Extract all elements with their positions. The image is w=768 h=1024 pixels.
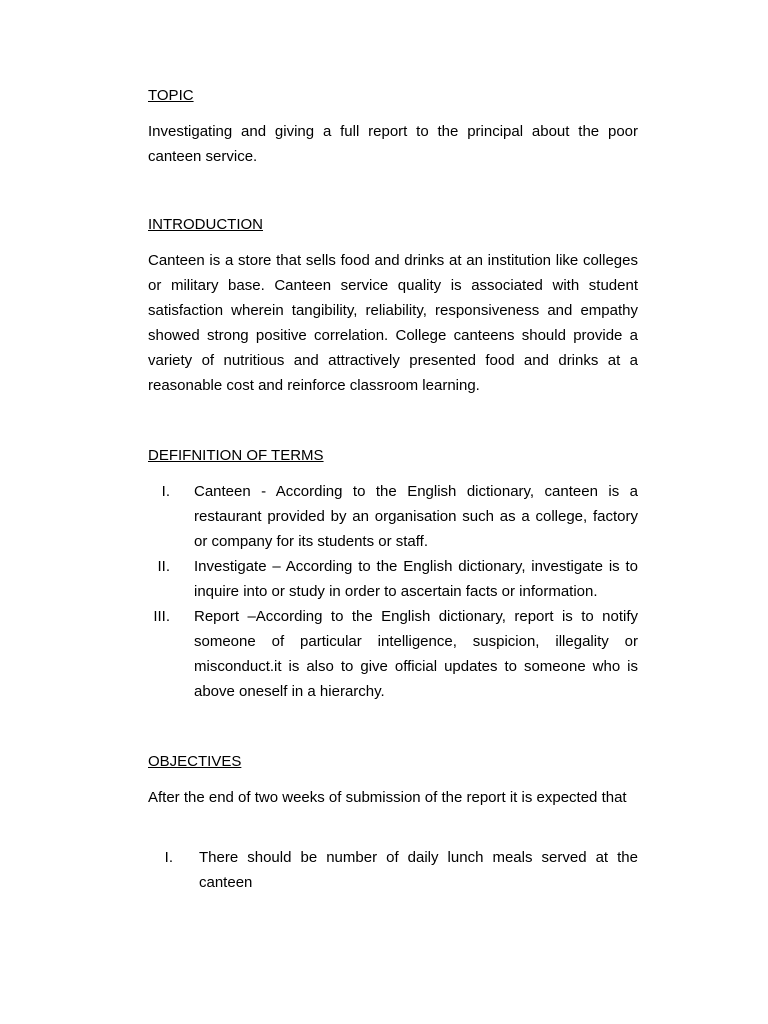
definition-item-report bbox=[148, 604, 638, 704]
list-number: I. bbox=[161, 483, 170, 500]
list-number: III. bbox=[153, 608, 170, 625]
definition-item-canteen bbox=[148, 479, 638, 554]
list-number: II. bbox=[157, 558, 170, 575]
introduction-block bbox=[148, 248, 638, 398]
list-number: I. bbox=[164, 849, 173, 866]
definitions-heading: DEFIFNITION OF TERMS bbox=[148, 447, 324, 464]
objectives-list bbox=[148, 845, 638, 895]
topic-text: Investigating and giving a full report to the principal about the poor canteen service. bbox=[148, 123, 638, 165]
definition-item-investigate bbox=[148, 554, 638, 604]
definition-text: Investigate – According to the English dictionary, investigate is to inquire into or study in order to ascertain facts or information. bbox=[194, 558, 638, 600]
objectives-text: After the end of two weeks of submission of the report it is expected that bbox=[148, 789, 627, 806]
objective-text: There should be number of daily lunch meals served at the canteen bbox=[199, 849, 638, 891]
introduction-text: Canteen is a store that sells food and drinks at an institution like colleges or military base. Canteen service quality is associated with student satisfaction wherein tangibility, reliability, responsiveness and empathy showed strong positive correlation. College canteens should provide a variety of nutritious and attractively presented food and drinks at a reasonable cost and reinforce classroom learning. bbox=[148, 252, 638, 394]
objectives-heading: OBJECTIVES bbox=[148, 753, 242, 770]
definition-text: Report –According to the English dictionary, report is to notify someone of particular intelligence, suspicion, illegality or misconduct.it is also to give official updates to someone who is above oneself in a hierarchy. bbox=[194, 608, 638, 700]
definitions-list bbox=[148, 479, 638, 704]
definition-text: Canteen - According to the English dictionary, canteen is a restaurant provided by an organisation such as a college, factory or company for its students or staff. bbox=[194, 483, 638, 550]
objective-item bbox=[148, 845, 638, 895]
topic-heading: TOPIC bbox=[148, 87, 194, 104]
topic-block bbox=[148, 119, 638, 169]
objectives-block bbox=[148, 785, 638, 810]
introduction-heading: INTRODUCTION bbox=[148, 216, 263, 233]
